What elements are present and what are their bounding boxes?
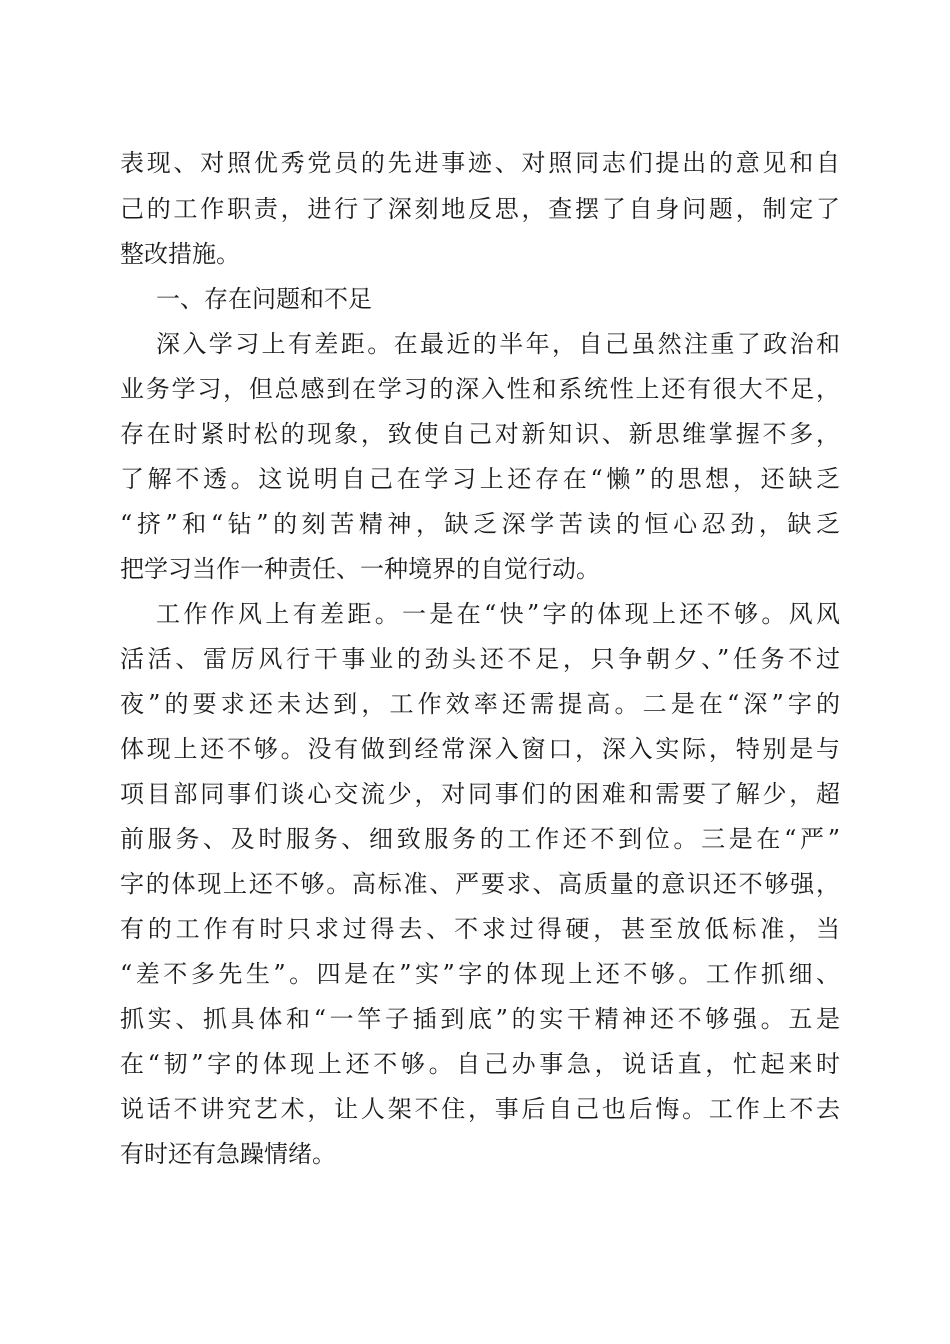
paragraph2-line-11: 在“韧”字的体现上还不够。自己办事急，说话直，忙起来时 [120,1050,840,1078]
section-heading: 一、存在问题和不足 [156,285,372,313]
paragraph2-line-6: 前服务、及时服务、细致服务的工作还不到位。三是在“严” [120,825,840,853]
intro-line-3: 整改措施。 [120,240,240,268]
intro-line-2: 己的工作职责，进行了深刻地反思，查摆了自身问题，制定了 [120,195,840,223]
paragraph1-line-6: 把学习当作一种责任、一种境界的自觉行动。 [120,555,600,583]
paragraph1-line-5: “挤”和“钻”的刻苦精神，缺乏深学苦读的恒心忍劲，缺乏 [120,510,840,538]
paragraph2-line-3: 夜”的要求还未达到，工作效率还需提高。二是在“深”字的 [120,690,840,718]
paragraph1-line-1: 深入学习上有差距。在最近的半年，自己虽然注重了政治和 [156,330,840,358]
paragraph2-line-1: 工作作风上有差距。一是在“快”字的体现上还不够。风风 [156,600,840,628]
paragraph1-line-2: 业务学习，但总感到在学习的深入性和系统性上还有很大不足， [120,375,840,403]
paragraph2-line-5: 项目部同事们谈心交流少，对同事们的困难和需要了解少，超 [120,780,840,808]
paragraph2-line-12: 说话不讲究艺术，让人架不住，事后自己也后悔。工作上不去 [120,1095,840,1123]
paragraph1-line-4: 了解不透。这说明自己在学习上还存在“懒”的思想，还缺乏 [120,465,840,493]
paragraph2-line-2: 活活、雷厉风行干事业的劲头还不足，只争朝夕、”任务不过 [120,645,840,673]
paragraph2-line-13: 有时还有急躁情绪。 [120,1140,336,1168]
paragraph2-line-8: 有的工作有时只求过得去、不求过得硬，甚至放低标准，当 [120,915,840,943]
intro-line-1: 表现、对照优秀党员的先进事迹、对照同志们提出的意见和自 [120,149,840,177]
paragraph2-line-10: 抓实、抓具体和“一竿子插到底”的实干精神还不够强。五是 [120,1005,840,1033]
paragraph1-line-3: 存在时紧时松的现象，致使自己对新知识、新思维掌握不多， [120,420,840,448]
paragraph2-line-7: 字的体现上还不够。高标准、严要求、高质量的意识还不够强， [120,870,840,898]
paragraph2-line-9: “差不多先生”。四是在”实”字的体现上还不够。工作抓细、 [120,960,840,988]
paragraph2-line-4: 体现上还不够。没有做到经常深入窗口，深入实际，特别是与 [120,735,840,763]
